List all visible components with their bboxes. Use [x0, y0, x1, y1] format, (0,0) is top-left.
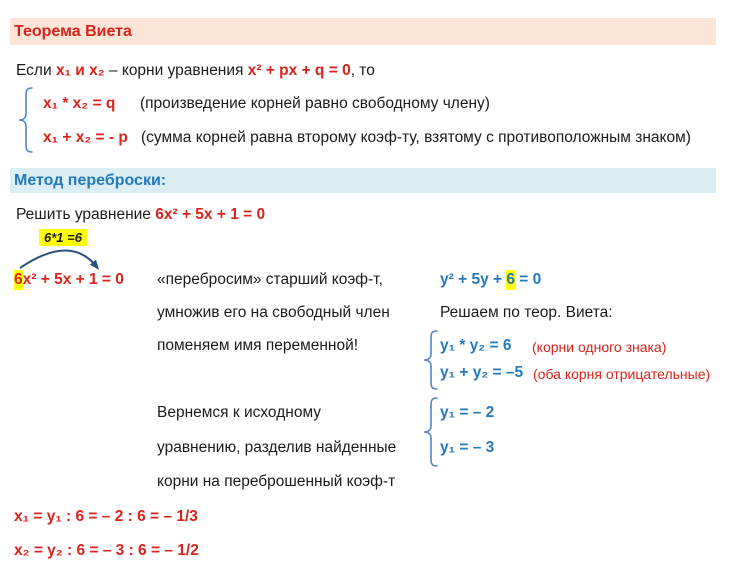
- transfer-arrow-curve: [20, 250, 96, 268]
- vieta-product-formula: y₁ * y₂ = 6: [440, 337, 512, 354]
- theorem-brace-icon: [18, 87, 34, 153]
- statement-equation: x² + px + q = 0: [247, 62, 351, 79]
- explanation-line-3: поменяем имя переменной!: [157, 337, 359, 354]
- product-formula: x₁ * x₂ = q: [43, 95, 116, 112]
- original-equation-rest: x² + 5x + 1 = 0: [22, 271, 124, 288]
- theorem-title: Теорема Виета: [14, 23, 132, 40]
- root-y-2: y₁ = – 3: [440, 439, 495, 456]
- return-line-3: корни на переброшенный коэф-т: [157, 473, 396, 490]
- leading-coefficient: 6: [14, 271, 23, 288]
- statement-prefix: Если: [16, 62, 56, 79]
- roots-brace-icon: [423, 397, 439, 467]
- sum-formula: x₁ + x₂ = - p: [43, 129, 128, 146]
- original-equation: [14, 270, 124, 290]
- answer-x2: x₂ = y₂ : 6 = – 3 : 6 = – 1/2: [14, 542, 199, 559]
- solve-label: Решаем по теор. Виета:: [440, 304, 613, 321]
- theorem-statement: [16, 61, 375, 81]
- new-equation-tail: = 0: [514, 271, 542, 288]
- task-prefix: Решить уравнение: [16, 206, 156, 223]
- coefficient-product-label: 6*1 =6: [39, 229, 87, 246]
- roots-brace-path: [424, 398, 437, 466]
- explanation-line-2: умножив его на свободный член: [157, 304, 390, 321]
- return-line-2: уравнению, разделив найденные: [157, 439, 397, 456]
- statement-roots: x₁ и x₂: [55, 62, 105, 79]
- vieta-sum-note: (оба корня отрицательные): [533, 366, 711, 382]
- vieta-product-note: (корни одного знака): [532, 339, 667, 355]
- theorem-brace-path: [19, 88, 32, 152]
- vieta-system-brace-icon: [423, 330, 439, 390]
- statement-middle: – корни уравнения: [104, 62, 248, 79]
- new-equation-head: y² + 5y +: [440, 271, 507, 288]
- new-equation: [440, 270, 541, 290]
- answer-x1: x₁ = y₁ : 6 = – 2 : 6 = – 1/3: [14, 508, 198, 525]
- vieta-system-brace-path: [424, 331, 437, 389]
- explanation-line-1: «перебросим» старший коэф-т,: [157, 271, 383, 288]
- new-equation-coefficient: 6: [506, 271, 515, 288]
- task-line: [16, 205, 265, 225]
- statement-suffix: , то: [350, 62, 375, 79]
- theorem-header-bar: [10, 18, 716, 45]
- return-line-1: Вернемся к исходному: [157, 404, 322, 421]
- method-title: Метод переброски:: [14, 172, 167, 189]
- sum-note: (сумма корней равна второму коэф-ту, взятому с противоположным знаком): [141, 129, 691, 146]
- product-note: (произведение корней равно свободному члену): [140, 95, 490, 112]
- method-header-bar: [10, 168, 716, 193]
- task-equation: 6x² + 5x + 1 = 0: [155, 206, 266, 223]
- root-y-1: y₁ = – 2: [440, 404, 495, 421]
- vieta-sum-formula: y₁ + y₂ = –5: [440, 364, 524, 381]
